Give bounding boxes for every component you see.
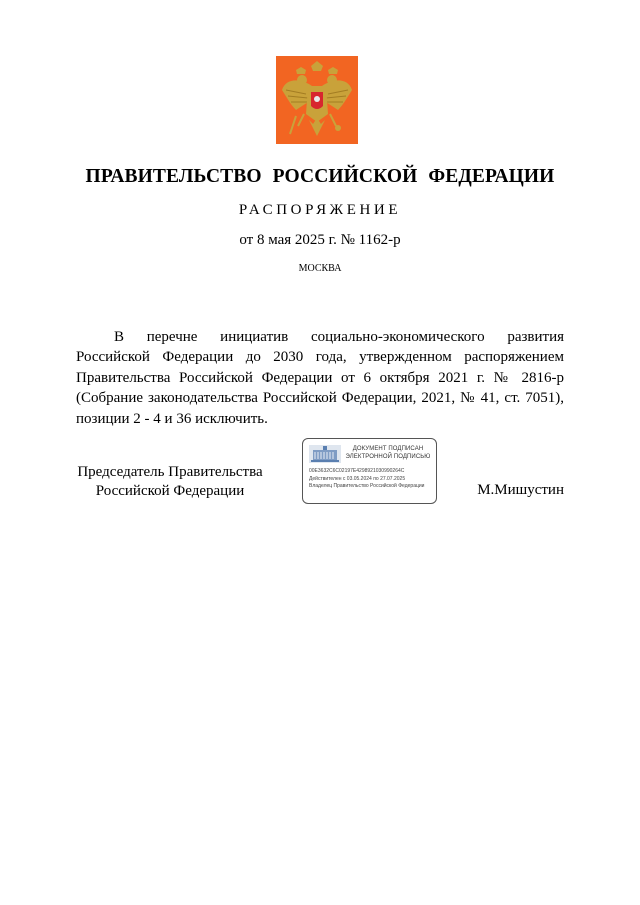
signatory-position [60, 463, 280, 501]
signatory-name: М.Мишустин [477, 482, 564, 498]
e-signature-stamp [302, 438, 437, 504]
stamp-details [309, 468, 435, 489]
city: МОСКВА [298, 263, 342, 274]
order-type: РАСПОРЯЖЕНИЕ [238, 202, 402, 218]
document-title: ПРАВИТЕЛЬСТВО РОССИЙСКОЙ ФЕДЕРАЦИИ [85, 166, 555, 187]
order-paragraph: В перечне инициатив социально-экономического развития Российской Федерации до 2030 года, утвержденном распоряжением Правительства Российской Федерации от 6 октября 2021 г. № 2816-р (Собрание законодательства Российской Федерации, 2021, № 41, ст. 7051), позиции 2 - 4 и 36 исключить. [76, 329, 564, 427]
stamp-heading-line-2: ЭЛЕКТРОННОЙ ПОДПИСЬЮ [345, 453, 431, 460]
certificate-number: 00E3632C6C02197E4298921030990264C [309, 468, 405, 474]
stamp-heading-line-1: ДОКУМЕНТ ПОДПИСАН [352, 446, 424, 452]
coat-of-arms-icon [276, 56, 358, 144]
certificate-validity: Действителен с 03.05.2024 по 27.07.2025 [309, 476, 406, 483]
order-date-number: от 8 мая 2025 г. № 1162-р [239, 232, 401, 248]
stamp-heading [341, 446, 435, 461]
position-line-2: Российской Федерации [95, 483, 245, 499]
certificate-owner: Владелец Правительство Российской Федерации [309, 482, 425, 489]
government-building-icon [309, 445, 341, 463]
position-line-1: Председатель Правительства [77, 464, 263, 480]
